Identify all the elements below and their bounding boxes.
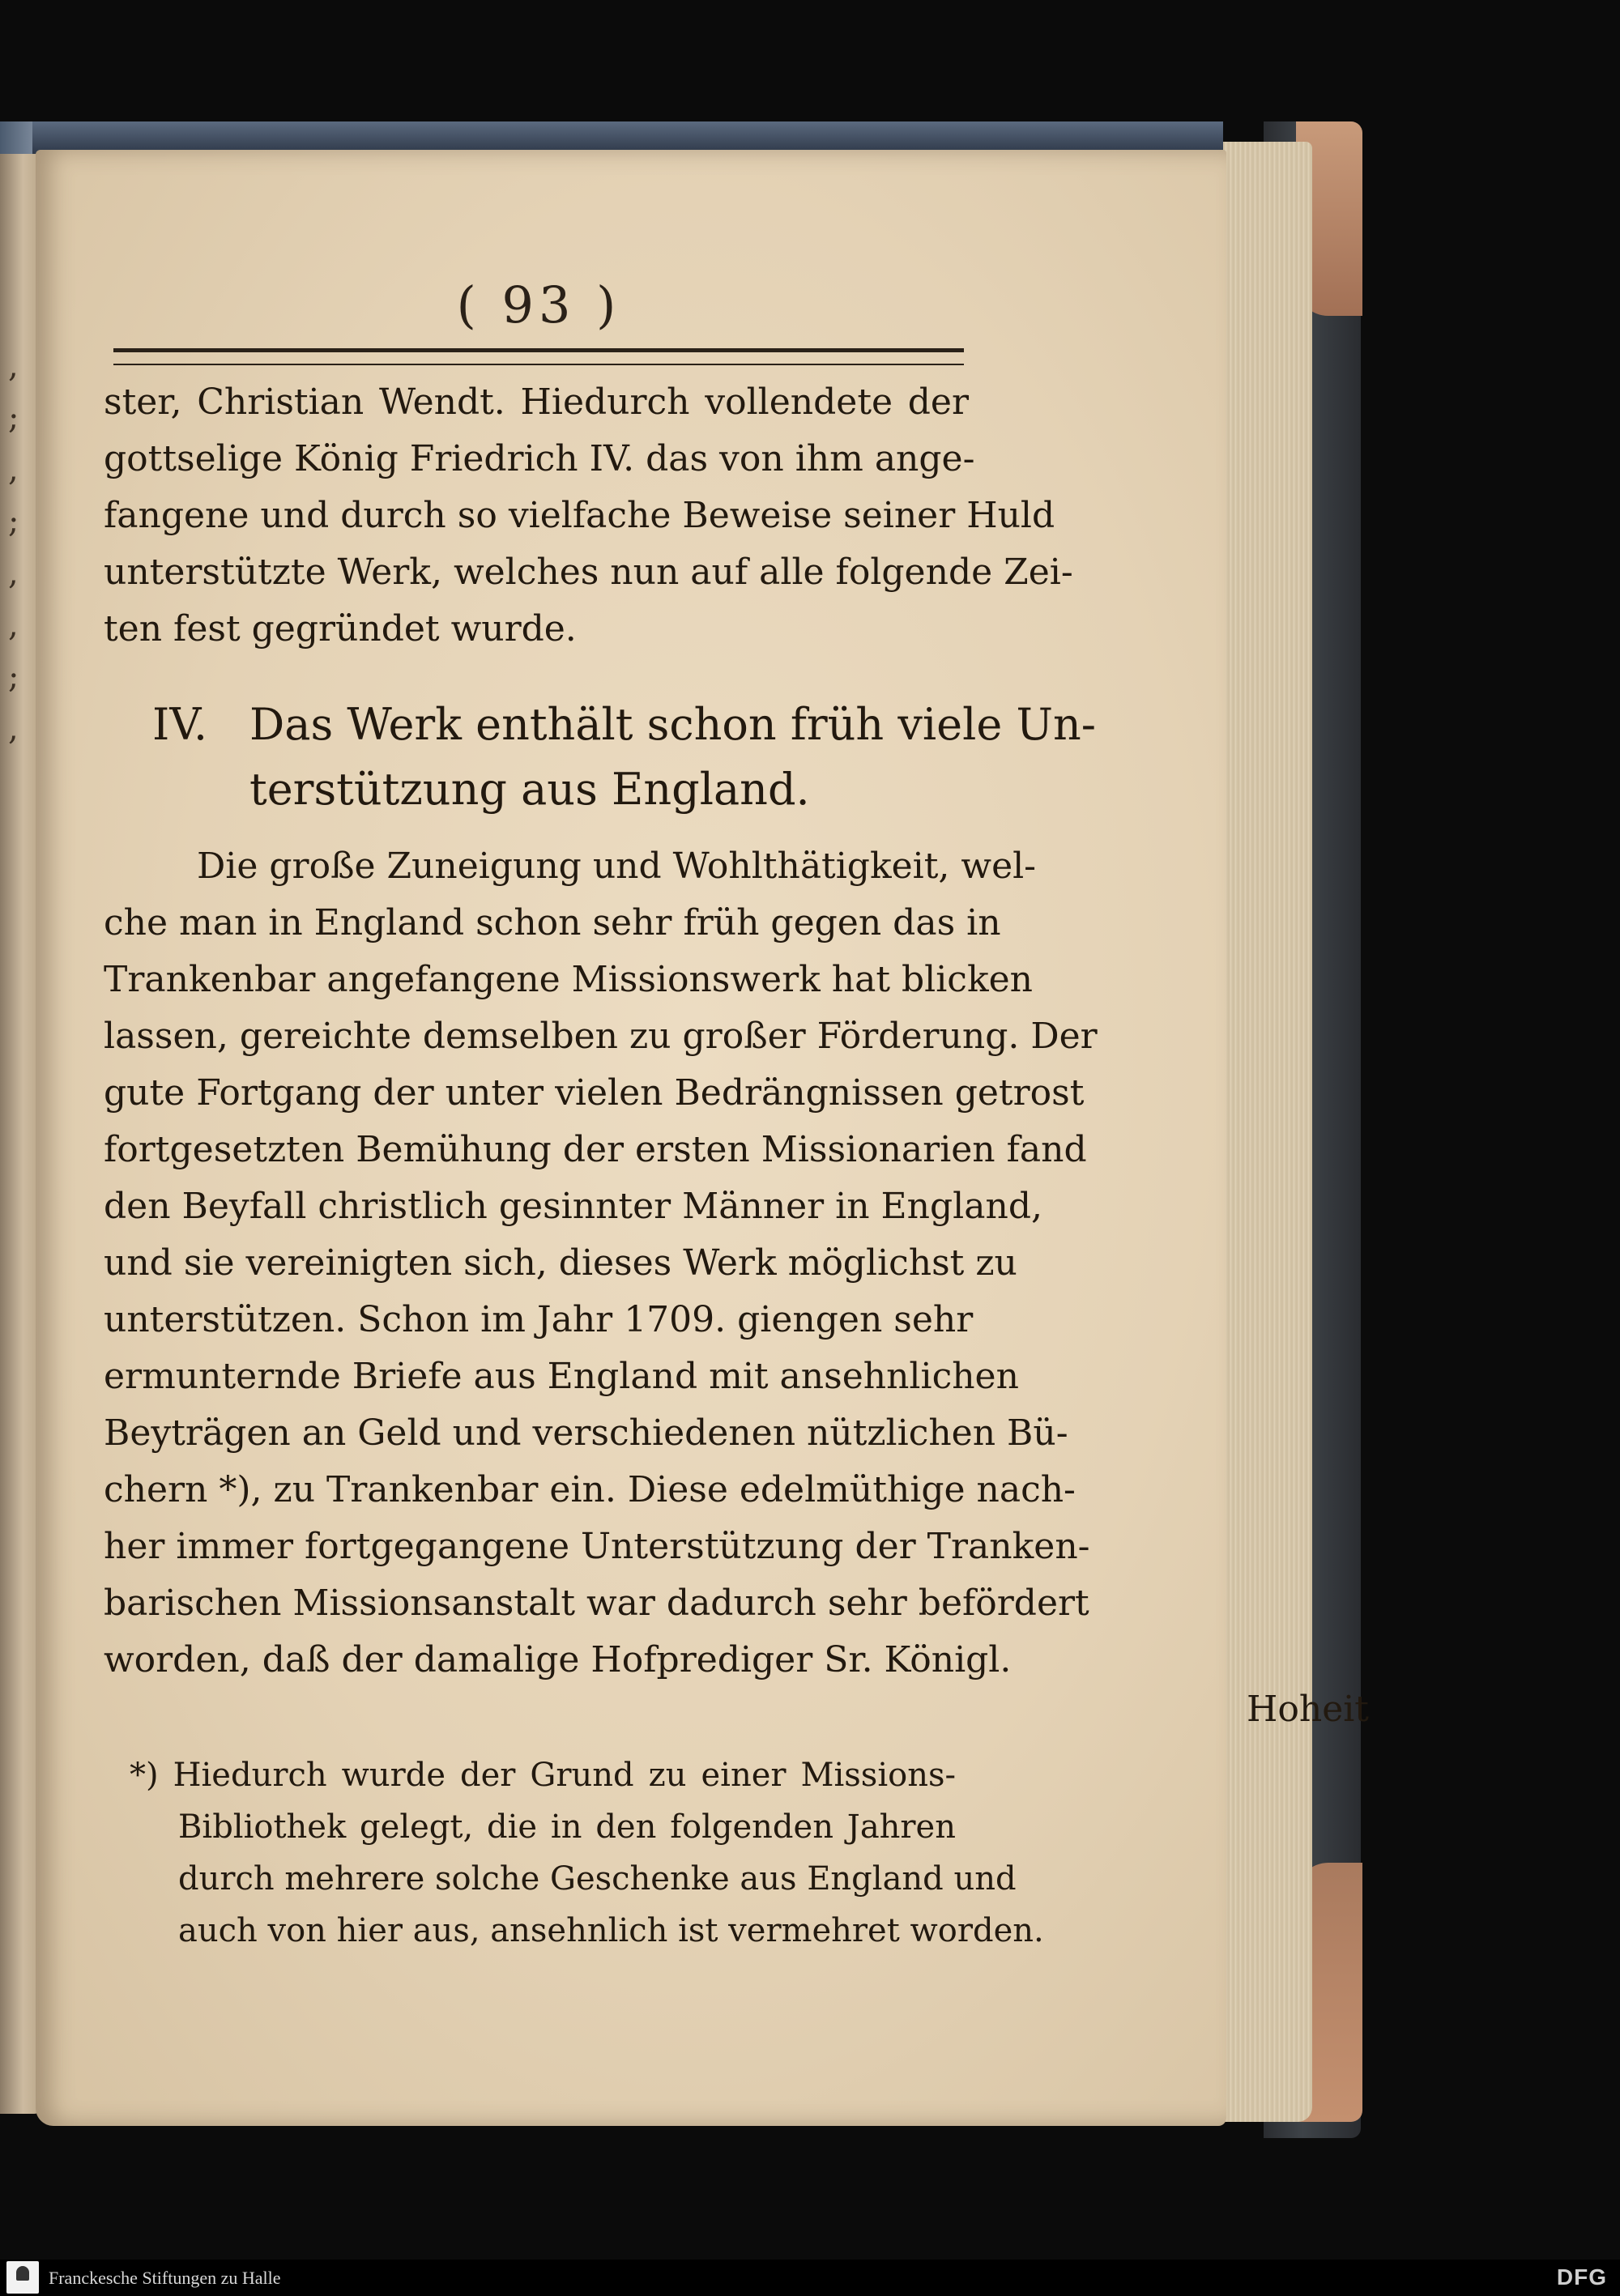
left-page-fragments: , ; , ; , , ; , [8, 347, 19, 748]
footnote-line: *) Hiedurch wurde der Grund zu einer Missions- [130, 1757, 956, 1794]
text-line: ermunternde Briefe aus England mit ansehnlichen [104, 1356, 1019, 1397]
text-line: barischen Missionsanstalt war dadurch sehr befördert [104, 1582, 1089, 1624]
footnote-line: durch mehrere solche Geschenke aus England und [178, 1860, 1017, 1898]
text-line: lassen, gereichte demselben zu großer Förderung. Der [104, 1016, 1098, 1057]
text-line: Beyträgen an Geld und verschiedenen nützlichen Bü- [104, 1412, 1068, 1454]
institution-logo-icon [6, 2261, 39, 2294]
section-heading [104, 692, 1097, 822]
text-line: her immer fortgegangene Unterstützung der Tranken- [104, 1526, 1090, 1567]
header-rule [113, 348, 964, 365]
text-line: chern *), zu Trankenbar ein. Diese edelmüthige nach- [104, 1469, 1076, 1510]
footnote-line: Bibliothek gelegt, die in den folgenden Jahren [178, 1808, 956, 1846]
page-header [113, 275, 964, 348]
spine-shadow [32, 121, 1223, 154]
text-line: gottselige König Friedrich IV. das von ihm ange- [104, 438, 975, 479]
text-line: worden, daß der damalige Hofprediger Sr. Königl. [104, 1639, 1012, 1680]
text-line: ster, Christian Wendt. Hiedurch vollendete der [104, 381, 969, 423]
text-line: gute Fortgang der unter vielen Bedrängnissen getrost [104, 1072, 1085, 1114]
page-number: ( 93 ) [456, 275, 621, 334]
catchword: Hoheit [1247, 1689, 1369, 1730]
section-body [104, 838, 1098, 1689]
text-line: Trankenbar angefangene Missionswerk hat blicken [104, 959, 1033, 1000]
text-line: unterstützte Werk, welches nun auf alle folgende Zei- [104, 552, 1073, 593]
text-line: ten fest gegründet wurde. [104, 608, 577, 650]
heading-line: Das Werk enthält schon früh viele Un- [249, 699, 1097, 750]
opening-paragraph [104, 374, 1073, 658]
institution-name: Franckesche Stiftungen zu Halle [49, 2268, 281, 2288]
text-line: fangene und durch so vielfache Beweise seiner Huld [104, 495, 1055, 536]
text-line: den Beyfall christlich gesinnter Männer in England, [104, 1186, 1042, 1227]
section-number: IV. [152, 699, 208, 750]
text-line: che man in England schon sehr früh gegen das in [104, 902, 1001, 944]
text-line: unterstützen. Schon im Jahr 1709. giengen sehr [104, 1299, 974, 1340]
text-line: fortgesetzten Bemühung der ersten Missionarien fand [104, 1129, 1087, 1170]
dfg-logo: DFG [1556, 2264, 1607, 2290]
text-line: und sie vereinigten sich, dieses Werk möglichst zu [104, 1242, 1017, 1284]
footnote [130, 1749, 1044, 1957]
footnote-line: auch von hier aus, ansehnlich ist vermehret worden. [178, 1912, 1044, 1949]
text-line: Die große Zuneigung und Wohlthätigkeit, wel- [197, 846, 1037, 887]
heading-line: terstützung aus England. [249, 764, 810, 815]
